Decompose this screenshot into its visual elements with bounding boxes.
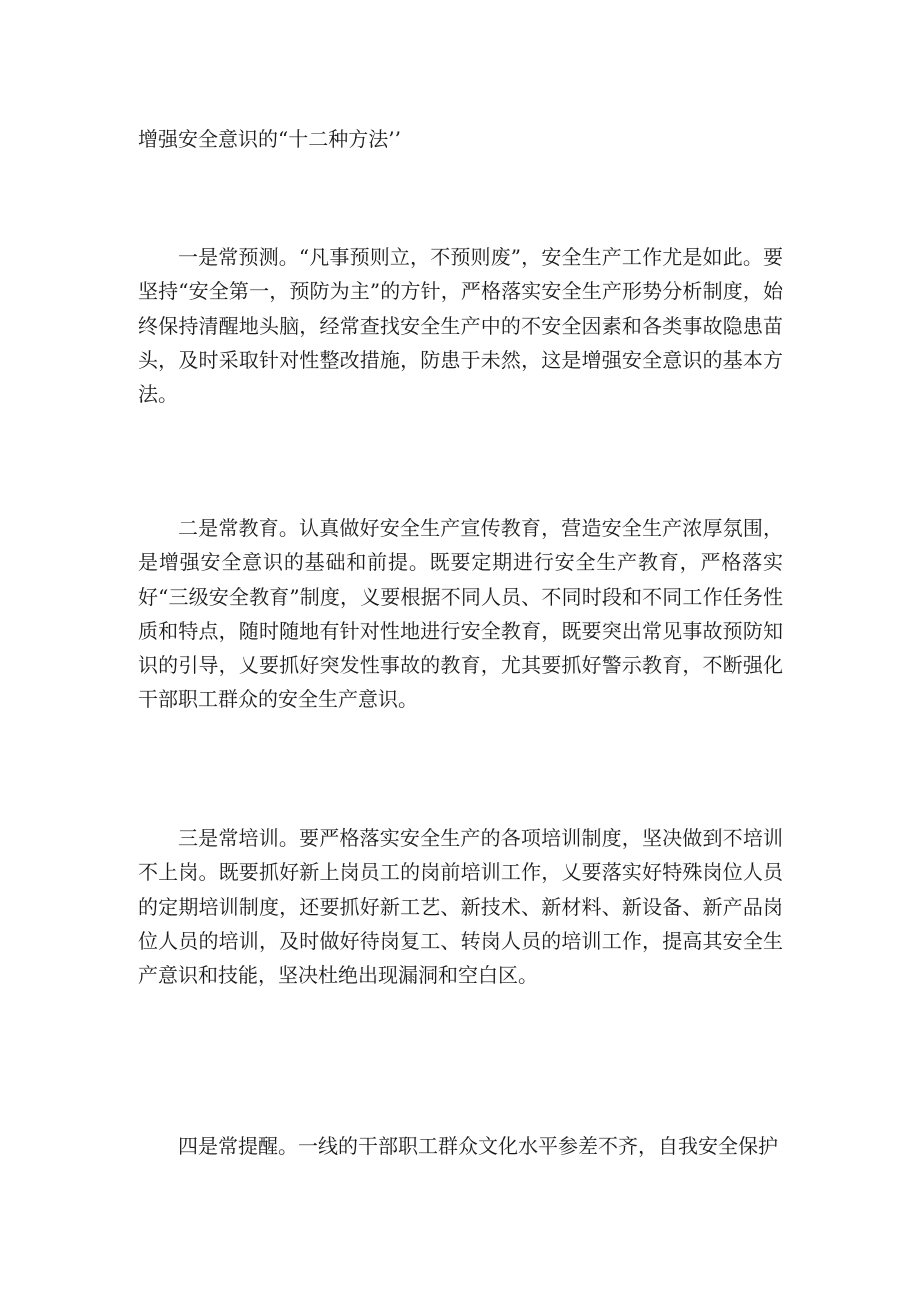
paragraph-1: 一是常预测。“凡事预则立，不预则废”，安全生产工作尤是如此。要坚持“安全第一，预防为主”的方针，严格落实安全生产形势分析制度，始终保持清醒地头脑，经常查找安全生产中的不安全因素和各类事故隐患苗头，及时采取针对性整改措施，防患于未然，这是增强安全意识的基本方法。 (138, 245, 783, 407)
document-title: 增强安全意识的“十二种方法’’ (138, 127, 401, 151)
paragraph-3: 三是常培训。要严格落实安全生产的各项培训制度，坚决做到不培训不上岗。既要抓好新上岗员工的岗前培训工作，乂要落实好特殊岗位人员的定期培训制度，还要抓好新工艺、新技术、新材料、新设备、新产品岗位人员的培训，及时做好待岗复工、转岗人员的培训工作，提高其安全生产意识和技能，坚决杜绝出现漏洞和空白区。 (138, 826, 783, 988)
paragraph-4: 四是常提醒。一线的干部职工群众文化水平参差不齐，自我安全保护 (178, 1134, 778, 1158)
paragraph-2: 二是常教育。认真做好安全生产宣传教育，营造安全生产浓厚氛围，是增强安全意识的基础和前提。既要定期进行安全生产教育，严格落实好“三级安全教育”制度，义要根据不同人员、不同时段和不同工作任务性质和特点，随时随地有针对性地进行安全教育，既要突出常见事故预防知识的引导，乂要抓好突发性事故的教育，尤其要抓好警示教育，不断强化干部职工群众的安全生产意识。 (138, 516, 783, 712)
